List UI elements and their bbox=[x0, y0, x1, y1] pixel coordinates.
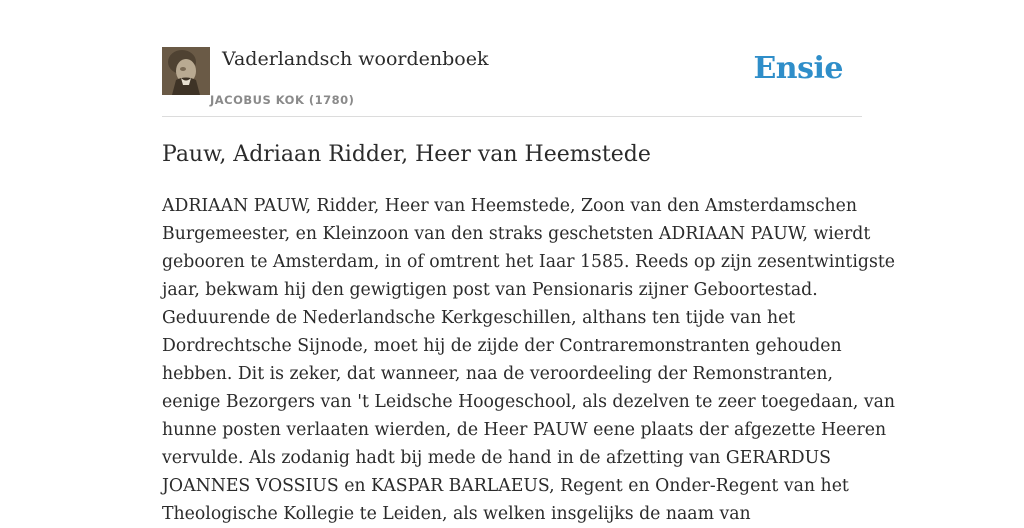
body-line: JOANNES VOSSIUS en KASPAR BARLAEUS, Regent en Onder-Regent van het bbox=[162, 476, 849, 496]
body-line: gebooren te Amsterdam, in of omtrent het Iaar 1585. Reeds op zijn zesentwintigste bbox=[162, 252, 896, 272]
body-line: Theologische Kollegie te Leiden, als welken insgelijks de naam van bbox=[162, 504, 751, 524]
header bbox=[162, 46, 862, 117]
author-label[interactable]: JACOBUS KOK (1780) bbox=[210, 93, 355, 107]
body-line: Geduurende de Nederlandsche Kerkgeschillen, althans ten tijde van het bbox=[162, 308, 796, 328]
book-title[interactable]: Vaderlandsch woordenboek bbox=[222, 48, 489, 70]
author-portrait-icon[interactable] bbox=[162, 47, 210, 95]
ensie-logo[interactable]: Ensie bbox=[753, 51, 843, 86]
body-line: Dordrechtsche Sijnode, moet hij de zijde der Contraremonstranten gehouden bbox=[162, 336, 842, 356]
body-line: Burgemeester, en Kleinzoon van den straks geschetsten ADRIAAN PAUW, wierdt bbox=[162, 224, 871, 244]
body-line: jaar, bekwam hij den gewigtigen post van Pensionaris zijner Geboortestad. bbox=[162, 280, 818, 300]
body-line: eenige Bezorgers van 't Leidsche Hoogeschool, als dezelven te zeer toegedaan, van bbox=[162, 392, 896, 412]
body-line: ADRIAAN PAUW, Ridder, Heer van Heemstede, Zoon van den Amsterdamschen bbox=[162, 196, 857, 216]
entry-body bbox=[162, 192, 896, 528]
entry-title: Pauw, Adriaan Ridder, Heer van Heemstede bbox=[162, 142, 651, 167]
body-line: vervulde. Als zodanig hadt bij mede de hand in de afzetting van GERARDUS bbox=[162, 448, 832, 468]
body-line: hunne posten verlaaten wierden, de Heer PAUW eene plaats der afgezette Heeren bbox=[162, 420, 887, 440]
body-line: hebben. Dit is zeker, dat wanneer, naa de veroordeeling der Remonstranten, bbox=[162, 364, 833, 384]
